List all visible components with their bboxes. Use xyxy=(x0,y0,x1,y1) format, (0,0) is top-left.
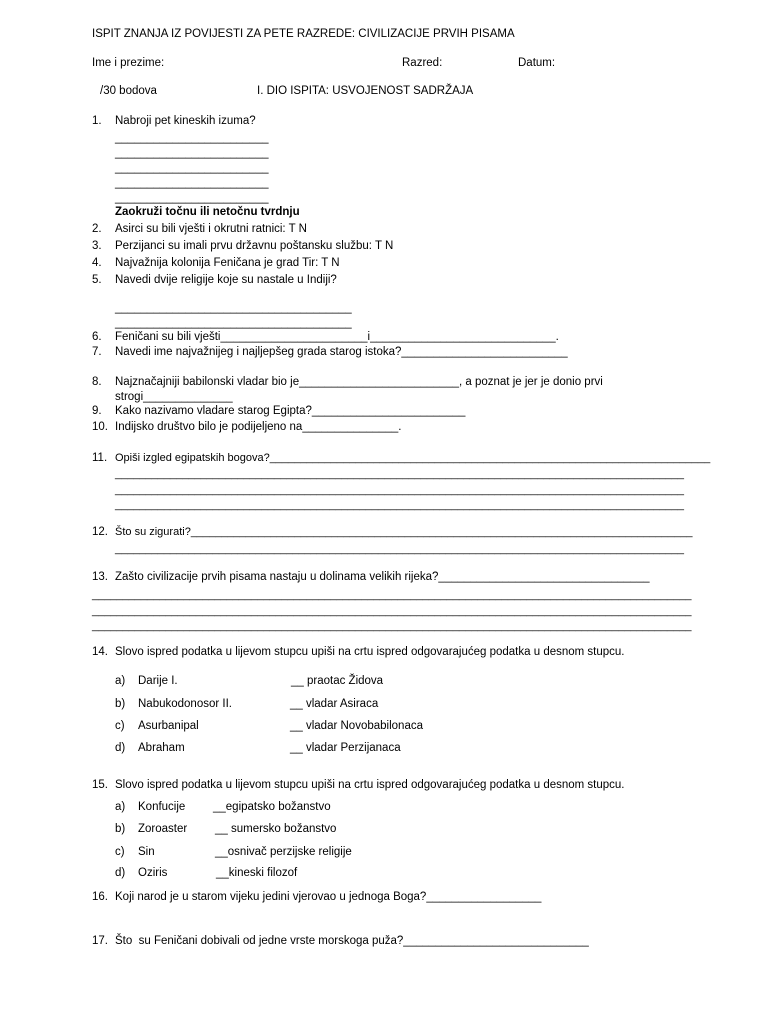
left-column-item: Zoroaster xyxy=(138,823,188,835)
answer-line: ________________________ xyxy=(115,177,269,189)
question-text: Što su Feničani dobivali od jedne vrste morskoga puža?_____________________________ xyxy=(115,935,589,947)
question-text: Koji narod je u starom vijeku jedini vjerovao u jednoga Boga?__________________ xyxy=(115,891,542,903)
right-column-item: __osnivač perzijske religije xyxy=(215,846,352,858)
option-letter: d) xyxy=(115,867,126,879)
question-number: 2. xyxy=(92,223,102,235)
answer-line: _____________________________________ xyxy=(115,317,352,329)
question-number: 8. xyxy=(92,376,102,388)
right-column-item: __ vladar Novobabilonaca xyxy=(290,720,423,732)
option-letter: c) xyxy=(115,720,125,732)
question-number: 9. xyxy=(92,405,102,417)
answer-line: _____________________________________________________________________________________________ xyxy=(115,484,684,496)
section-heading: I. DIO ISPITA: USVOJENOST SADRŽAJA xyxy=(257,85,474,97)
question-number: 1. xyxy=(92,115,102,127)
left-column-item: Nabukodonosor II. xyxy=(138,698,232,710)
question-number: 14. xyxy=(92,646,108,658)
question-text-continued: strogi______________ xyxy=(115,391,233,403)
question-number: 3. xyxy=(92,240,102,252)
option-letter: a) xyxy=(115,675,126,687)
question-text: Slovo ispred podatka u lijevom stupcu upiši na crtu ispred odgovarajućeg podatka u desnom stupcu. xyxy=(115,646,625,658)
question-number: 5. xyxy=(92,274,102,286)
left-column-item: Sin xyxy=(138,846,155,858)
question-text: Zašto civilizacije prvih pisama nastaju u dolinama velikih rijeka?_________________________________ xyxy=(115,571,650,583)
answer-line: ________________________ xyxy=(115,192,269,204)
answer-line: ________________________ xyxy=(115,162,269,174)
question-number: 7. xyxy=(92,346,102,358)
left-column-item: Darije I. xyxy=(138,675,178,687)
class-label: Razred: xyxy=(402,57,443,69)
option-letter: b) xyxy=(115,823,126,835)
question-number: 11. xyxy=(92,452,108,464)
question-text: Slovo ispred podatka u lijevom stupcu upiši na crtu ispred odgovarajućeg podatka u desnom stupcu. xyxy=(115,779,625,791)
section-subheading: Zaokruži točnu ili netočnu tvrdnju xyxy=(115,206,300,218)
answer-line: _____________________________________ xyxy=(115,302,352,314)
left-column-item: Oziris xyxy=(138,867,168,879)
question-text: Što su zigurati?__________________________________________________________________________________ xyxy=(115,526,693,538)
date-label: Datum: xyxy=(518,57,556,69)
question-number: 15. xyxy=(92,779,108,791)
question-text: Opiši izgled egipatskih bogova?________________________________________________________________________ xyxy=(115,452,711,464)
question-text: Najznačajniji babilonski vladar bio je_________________________, a poznat je jer je donio prvi xyxy=(115,376,603,388)
question-text: Kako nazivamo vladare starog Egipta?________________________ xyxy=(115,405,466,417)
left-column-item: Konfucije xyxy=(138,801,186,813)
right-column-item: __ vladar Asiraca xyxy=(290,698,379,710)
page-title: ISPIT ZNANJA IZ POVIJESTI ZA PETE RAZREDE: CIVILIZACIJE PRVIH PISAMA xyxy=(92,28,515,40)
question-text: Asirci su bili vješti i okrutni ratnici: T N xyxy=(115,223,307,235)
option-letter: a) xyxy=(115,801,126,813)
question-text: Nabroji pet kineskih izuma? xyxy=(115,115,256,127)
right-column-item: __ praotac Židova xyxy=(291,675,384,687)
question-number: 16. xyxy=(92,891,108,903)
question-text: Perzijanci su imali prvu državnu poštansku službu: T N xyxy=(115,240,394,252)
left-column-item: Abraham xyxy=(138,742,185,754)
answer-line: _____________________________________________________________________________________________ xyxy=(115,543,684,555)
points-label: /30 bodova xyxy=(100,85,157,97)
answer-line: ________________________ xyxy=(115,132,269,144)
question-number: 4. xyxy=(92,257,102,269)
question-text: Najvažnija kolonija Feničana je grad Tir: T N xyxy=(115,257,340,269)
answer-line: _____________________________________________________________________________________________ xyxy=(115,499,684,511)
question-number: 10. xyxy=(92,421,108,433)
left-column-item: Asurbanipal xyxy=(138,720,199,732)
question-text: Feničani su bili vješti_______________________i_____________________________. xyxy=(115,331,559,343)
answer-line: __________________________________________________________________________________________________ xyxy=(92,605,692,617)
question-number: 12. xyxy=(92,526,108,538)
right-column-item: __ vladar Perzijanaca xyxy=(290,742,401,754)
answer-line: __________________________________________________________________________________________________ xyxy=(92,620,692,632)
option-letter: c) xyxy=(115,846,125,858)
question-number: 13. xyxy=(92,571,108,583)
right-column-item: __egipatsko božanstvo xyxy=(213,801,331,813)
question-number: 17. xyxy=(92,935,108,947)
answer-line: ________________________ xyxy=(115,147,269,159)
right-column-item: __ sumersko božanstvo xyxy=(215,823,337,835)
option-letter: d) xyxy=(115,742,126,754)
question-number: 6. xyxy=(92,331,102,343)
answer-line: __________________________________________________________________________________________________ xyxy=(92,589,692,601)
name-label: Ime i prezime: xyxy=(92,57,165,69)
answer-line: _____________________________________________________________________________________________ xyxy=(115,468,684,480)
option-letter: b) xyxy=(115,698,126,710)
question-text: Navedi dvije religije koje su nastale u Indiji? xyxy=(115,274,337,286)
question-text: Indijsko društvo bilo je podijeljeno na_______________. xyxy=(115,421,402,433)
question-text: Navedi ime najvažnijeg i najljepšeg grada starog istoka?__________________________ xyxy=(115,346,568,358)
right-column-item: __kineski filozof xyxy=(216,867,298,879)
